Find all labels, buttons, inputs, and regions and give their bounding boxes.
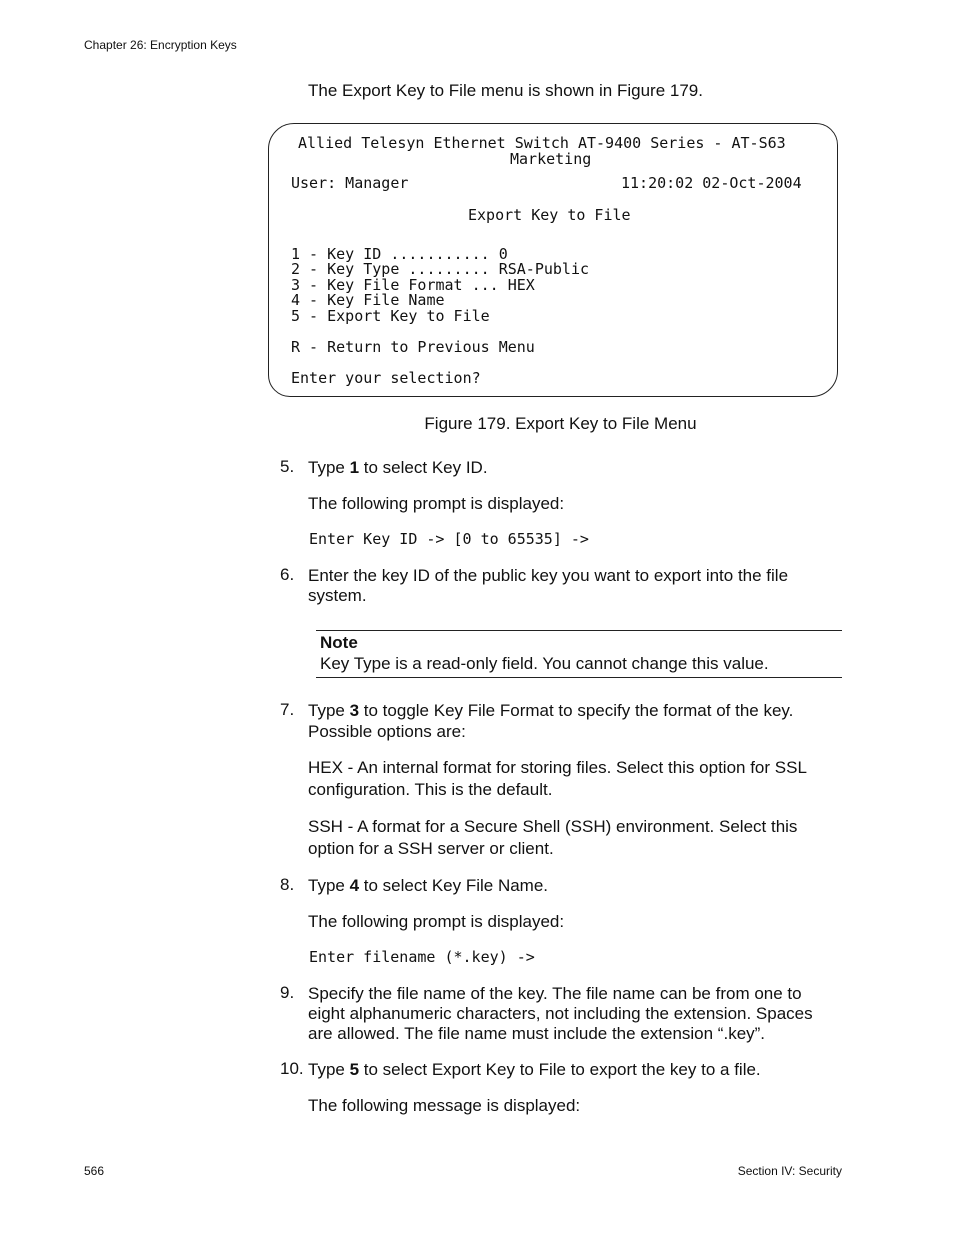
- step-8-code: Enter filename (*.key) ->: [309, 948, 535, 966]
- step-5-follow: The following prompt is displayed:: [308, 494, 565, 513]
- terminal-menu-title: Export Key to File: [468, 206, 631, 224]
- step-9-line1: Specify the file name of the key. The file name can be from one to: [308, 984, 802, 1003]
- ssh-option-line2: option for a SSH server or client.: [308, 839, 554, 858]
- step-10-follow: The following message is displayed:: [308, 1096, 581, 1115]
- note-text: Key Type is a read-only field. You cannot change this value.: [320, 654, 769, 673]
- step-7-text: Type 3 to toggle Key File Format to specify the format of the key.: [308, 701, 794, 720]
- terminal-title-line1: Allied Telesyn Ethernet Switch AT-9400 Series - AT-S63: [298, 134, 786, 152]
- step-number: 10.: [280, 1059, 304, 1078]
- step-6-line1: Enter the key ID of the public key you want to export into the file: [308, 566, 789, 585]
- step-10-text: Type 5 to select Export Key to File to export the key to a file.: [308, 1060, 761, 1079]
- section-footer: Section IV: Security: [737, 1164, 842, 1178]
- step-5-text: Type 1 to select Key ID.: [308, 458, 488, 477]
- step-5-code: Enter Key ID -> [0 to 65535] ->: [309, 530, 589, 548]
- terminal-user: User: Manager: [291, 174, 409, 192]
- step-9-line3: are allowed. The file name must include the extension “.key”.: [308, 1024, 766, 1043]
- step-number: 5.: [280, 457, 295, 476]
- step-8-text: Type 4 to select Key File Name.: [308, 876, 549, 895]
- step-9-line2: eight alphanumeric characters, not including the extension. Spaces: [308, 1004, 813, 1023]
- hex-option-line1: HEX - An internal format for storing files. Select this option for SSL: [308, 758, 807, 777]
- step-6-line2: system.: [308, 586, 367, 605]
- terminal-menu-item[interactable]: 3 - Key File Format ... HEX: [291, 276, 535, 294]
- hex-option-line2: configuration. This is the default.: [308, 780, 553, 799]
- step-7-line2: Possible options are:: [308, 722, 466, 741]
- terminal-prompt: Enter your selection?: [291, 369, 481, 387]
- terminal-title-line2: Marketing: [510, 150, 592, 168]
- chapter-header: Chapter 26: Encryption Keys: [84, 38, 237, 52]
- terminal-menu-item[interactable]: 5 - Export Key to File: [291, 307, 490, 325]
- step-number: 7.: [280, 700, 295, 719]
- terminal-screen: [268, 123, 838, 397]
- terminal-return-item[interactable]: R - Return to Previous Menu: [291, 338, 535, 356]
- intro-text: The Export Key to File menu is shown in Figure 179.: [308, 81, 703, 100]
- figure-caption: Figure 179. Export Key to File Menu: [424, 414, 697, 433]
- terminal-menu-item[interactable]: 2 - Key Type ......... RSA-Public: [291, 260, 590, 278]
- ssh-option-line1: SSH - A format for a Secure Shell (SSH) environment. Select this: [308, 817, 798, 836]
- step-number: 6.: [280, 565, 295, 584]
- step-number: 9.: [280, 983, 295, 1002]
- note-box: [316, 630, 842, 678]
- page-number: 566: [84, 1164, 105, 1178]
- note-title: Note: [320, 633, 358, 652]
- terminal-datetime: 11:20:02 02-Oct-2004: [621, 174, 802, 192]
- step-number: 8.: [280, 875, 295, 894]
- terminal-menu-item[interactable]: 1 - Key ID ........... 0: [291, 245, 508, 263]
- step-8-follow: The following prompt is displayed:: [308, 912, 565, 931]
- terminal-menu-item[interactable]: 4 - Key File Name: [291, 291, 445, 309]
